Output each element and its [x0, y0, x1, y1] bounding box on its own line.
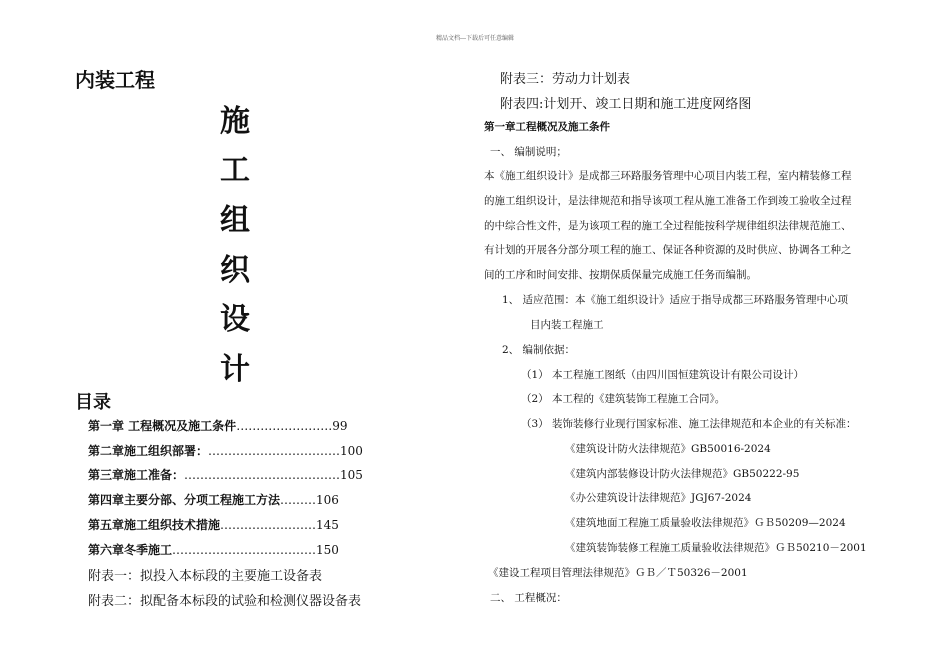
standard-item: 《建设工程项目管理法律规范》ＧＢ／Ｔ50326－2001	[488, 567, 748, 579]
section-heading: 二、 工程概况：	[490, 592, 567, 604]
list-item: 1、 适应范围：本《施工组织设计》适应于指导成都三环路服务管理中心项	[502, 294, 849, 306]
toc-entry-title: 第三章施工准备：	[88, 468, 185, 482]
toc-entry-page: 145	[316, 518, 339, 532]
toc-entry-dots: ……………………	[236, 419, 333, 433]
toc-entry-page: 106	[316, 493, 339, 507]
toc-entry-page: 100	[340, 444, 363, 458]
toc-entry-title: 第二章施工组织部署：	[88, 444, 209, 458]
section-heading: 一、 编制说明；	[490, 146, 567, 158]
toc-entry[interactable]	[88, 466, 363, 483]
appendix-4: 附表四:计划开、竣工日期和施工进度网络图	[500, 97, 752, 112]
paragraph-line: 的施工组织设计，是法律规范和指导该项工程从施工准备工作到竣工验收全过程	[484, 195, 852, 207]
sub-item: （1） 本工程施工图纸（由四川国恒建筑设计有限公司设计）	[521, 369, 805, 381]
appendix-2: 附表二：拟配备本标段的试验和检测仪器设备表	[88, 594, 362, 609]
header-note: 精品文档---下载后可任意编辑	[435, 35, 515, 42]
standard-item: 《建筑地面工程施工质量验收法律规范》ＧＢ50209—2024	[565, 517, 846, 529]
toc-entry-dots: …………………………………	[184, 468, 341, 482]
doc-title-char: 织	[220, 253, 250, 288]
toc-entry-page: 150	[316, 543, 339, 557]
toc-entry-page: 99	[332, 419, 348, 433]
doc-title-char: 工	[220, 153, 250, 188]
toc-entry-title: 第四章主要分部、分项工程施工方法	[88, 493, 281, 507]
toc-entry-title: 第五章施工组织技术措施	[88, 518, 221, 532]
project-title: 内装工程	[75, 68, 155, 92]
toc-entry-dots: ………	[280, 493, 317, 507]
toc-entry[interactable]	[88, 417, 347, 434]
doc-title-char: 计	[220, 352, 250, 387]
standard-item: 《建筑内部装修设计防火法律规范》GB50222-95	[565, 468, 800, 480]
list-item-continuation: 目内装工程施工	[530, 319, 604, 331]
standard-item: 《建筑装饰装修工程施工质量验收法律规范》ＧＢ50210－2001	[565, 542, 867, 554]
paragraph-line: 间的工序和时间安排、按期保质保量完成施工任务而编制。	[484, 269, 757, 281]
appendix-1: 附表一：拟投入本标段的主要施工设备表	[88, 569, 323, 584]
toc-heading: 目录	[75, 392, 111, 413]
appendix-3: 附表三：劳动力计划表	[500, 72, 631, 87]
paragraph-line: 有计划的开展各分部分项工程的施工、保证各种资源的及时供应、协调各工种之	[484, 244, 852, 256]
toc-entry[interactable]	[88, 541, 339, 558]
paragraph-line: 的中综合性文件，是为该项工程的施工全过程能按科学规律组织法律规范施工、	[484, 220, 852, 232]
toc-entry[interactable]	[88, 516, 339, 533]
toc-entry-title: 第一章 工程概况及施工条件	[88, 419, 237, 433]
doc-title-char: 组	[220, 203, 250, 238]
list-item: 2、 编制依据：	[502, 344, 576, 356]
standard-item: 《办公建筑设计法律规范》JGJ67-2024	[565, 492, 752, 504]
paragraph-line: 本《施工组织设计》是成都三环路服务管理中心项目内装工程，室内精装修工程	[484, 170, 852, 182]
doc-title-char: 设	[220, 302, 250, 337]
toc-entry-dots: ………………………………	[172, 543, 317, 557]
chapter-heading: 第一章工程概况及施工条件	[484, 121, 610, 133]
toc-entry-page: 105	[340, 468, 363, 482]
sub-item: （2） 本工程的《建筑装饰工程施工合同》。	[521, 393, 726, 405]
toc-entry-dots: ……………………………	[208, 444, 341, 458]
sub-item: （3） 装饰装修行业现行国家标准、施工法律规范和本企业的有关标准：	[521, 418, 857, 430]
toc-entry[interactable]	[88, 491, 339, 508]
toc-entry[interactable]	[88, 442, 363, 459]
standard-item: 《建筑设计防火法律规范》GB50016-2024	[565, 443, 771, 455]
toc-entry-title: 第六章冬季施工	[88, 543, 173, 557]
doc-title-char: 施	[220, 104, 250, 139]
toc-entry-dots: ……………………	[220, 518, 317, 532]
